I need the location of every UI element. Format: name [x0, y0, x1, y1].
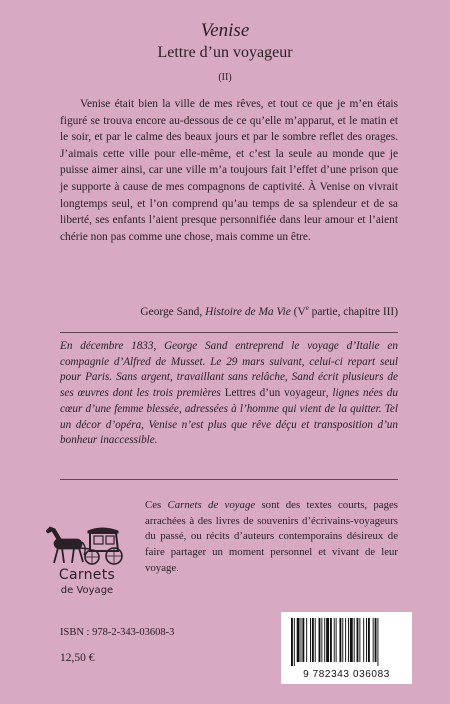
barcode-stripe: [339, 618, 341, 662]
barcode-stripe: [373, 618, 374, 662]
barcode-stripe: [334, 618, 335, 662]
attribution-ref-open: (V: [293, 305, 306, 318]
barcode-stripe: [354, 618, 355, 662]
divider-bottom: [60, 479, 398, 480]
attribution-ref-sup: e: [305, 304, 309, 312]
part-number: (II): [218, 72, 232, 83]
isbn-text: ISBN : 978-2-343-03608-3: [60, 627, 175, 638]
barcode-stripe: [336, 618, 337, 662]
attribution-author: George Sand,: [140, 305, 203, 318]
barcode-stripe: [301, 618, 302, 662]
series-logo: [42, 525, 132, 605]
logo-subword: de Voyage: [60, 585, 114, 596]
barcode-stripe: [291, 618, 293, 666]
logo-word: Carnets: [58, 567, 116, 583]
book-subtitle: Lettre d’un voyageur: [157, 44, 293, 61]
barcode-stripe: [312, 618, 314, 662]
barcode-stripe: [348, 618, 349, 662]
barcode-stripe: [342, 618, 343, 662]
quote-paragraph: Venise était bien la ville de mes rêves, et tout ce que je m’en étais figuré se trouva encore au-dessous de ce qu’elle m’apparut, et le matin et le soir, et par le calme des beaux jours et par le sombre reflet des orages. J’aimais cette ville pour elle-même, et c’est la seule au monde que je puisse aimer ainsi, car une ville m’a toujours fait l’effet d’une prison que je supporte à cause de mes compagnons de captivité. À Venise on vivrait longtemps seul, et l’on comprend qu’au temps de sa splendeur et de sa liberté, ses enfants l’aient presque personnifiée dans leur amour et l’aient chérie non pas comme une chose, mais comme un être.: [60, 98, 398, 243]
barcode-stripe: [368, 618, 370, 662]
barcode-stripe: [350, 618, 353, 662]
series-italic: Carnets de voyage: [167, 499, 256, 511]
barcode-stripe: [363, 618, 364, 662]
attribution-ref-close: partie, chapitre III): [308, 305, 398, 318]
barcode-stripe: [357, 618, 359, 662]
horse-carriage-icon: [46, 525, 128, 567]
barcode-stripe: [359, 618, 360, 662]
barcode-digits: 9 782343 036083: [303, 669, 390, 680]
blurb-paragraph: [60, 339, 398, 449]
barcode-stripe: [294, 618, 295, 666]
barcode-stripe: [330, 618, 332, 662]
barcode-stripe: [326, 618, 329, 662]
series-pre: Ces: [145, 499, 168, 511]
quote-attribution: [0, 304, 398, 318]
blurb-part2: , lignes nées du cœur d’une femme blessée, adressées à l’homme qui vient de la quitter. Tel un décor d’opéra, Venise n’est plus que rêve déçu et transposition d’un bonheur inaccessible.: [60, 387, 398, 447]
barcode-stripe: [319, 618, 321, 662]
barcode-stripe: [345, 618, 346, 662]
price-text: 12,50 €: [60, 652, 95, 664]
barcode-stripe: [324, 618, 325, 662]
series-description: [145, 498, 398, 577]
barcode-stripe: [321, 618, 322, 662]
barcode-stripe: [315, 618, 316, 662]
blurb-part1: En décembre 1833, George Sand entreprend le voyage d’Italie en compagnie d’Alfred de Musset. Le 29 mars suivant, celui-ci repart seul pour Paris. Sans argent, travaillant sans relâche, Sand écrit plusieurs de ses œuvres dont les trois premières: [60, 340, 398, 400]
barcode-stripe: [306, 618, 307, 662]
barcode-stripe: [377, 618, 378, 666]
barcode-stripe: [375, 618, 377, 662]
barcode-stripe: [310, 618, 311, 662]
blurb-roman-title: Lettres d’un voyageur: [224, 387, 326, 400]
series-post: sont des textes courts, pages arrachées à des livres de souvenirs d’écrivains-voyageurs du passé, ou récits d’auteurs contemporains désireux de faire partager un moment personnel et vivant de leur voyage.: [145, 499, 398, 574]
barcode-stripe: [297, 618, 300, 662]
divider-top: [60, 332, 398, 333]
barcode-stripe: [302, 618, 304, 662]
book-title: Venise: [200, 20, 250, 41]
barcode: [281, 612, 412, 684]
barcode-bars: [291, 618, 402, 666]
attribution-work: Histoire de Ma Vie: [205, 305, 291, 318]
barcode-stripe: [366, 618, 367, 662]
